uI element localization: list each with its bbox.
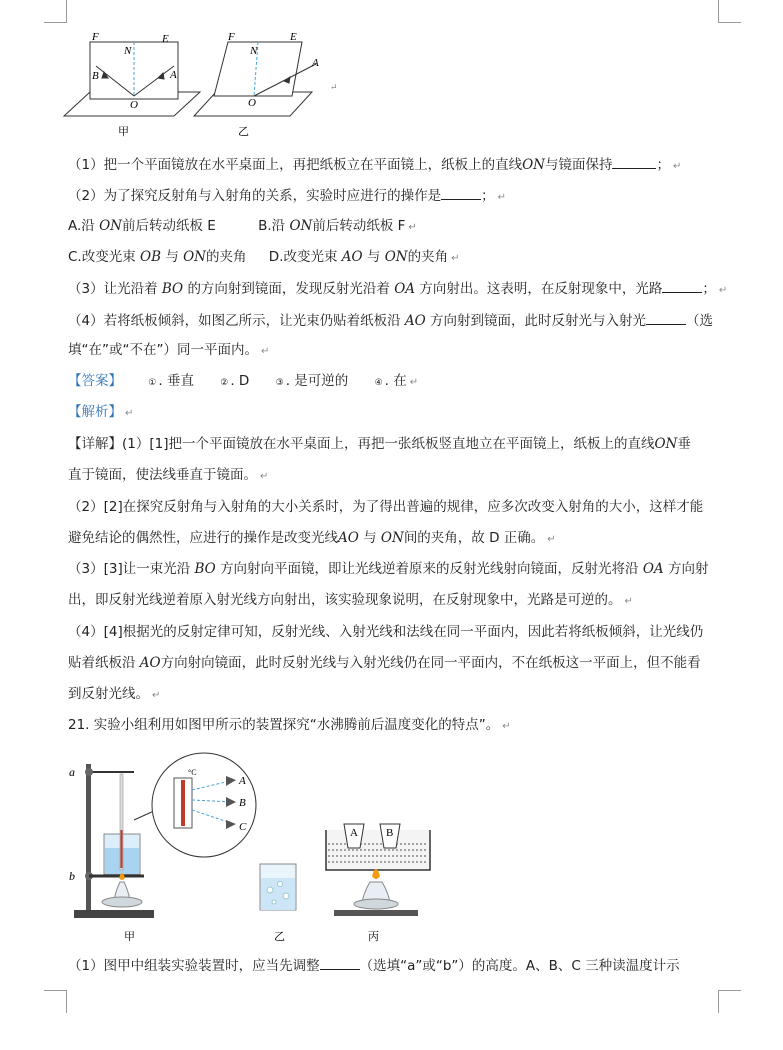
question-4: （4）若将纸板倾斜，如图乙所示，让光束仍贴着纸板沿 AO 方向射到镜面，此时反射光与入射光 （选 [68, 310, 728, 331]
jia-B: B [92, 70, 99, 82]
option-b: B.沿 ON前后转动纸板 F [258, 218, 406, 234]
question-3: （3）让光沿着 BO 的方向射到镜面，发现反射光沿着 OA 方向射出。这表明，在反射现象中，光路 ； ↵ [68, 278, 728, 301]
jia-O: O [130, 99, 138, 111]
detail-1: 【详解】(1）[1]把一个平面镜放在水平桌面上，再把一张纸板竖直地立在平面镜上，纸板上的直线ON垂 [68, 436, 691, 452]
options-ab: A.沿 ON前后转动纸板 E B.沿 ON前后转动纸板 F ↵ [68, 218, 417, 234]
answer-blank [646, 310, 686, 325]
detail-4: （4）[4]根据光的反射定律可知，反射光线、入射光线和法线在同一平面内，因此若将纸板倾斜，让光线仍 [68, 624, 704, 640]
jia-A: A [170, 69, 177, 81]
crop-mark-bottom-right [718, 990, 741, 1013]
analysis-label-row: 【解析】 ↵ [68, 404, 134, 420]
yi-A: A [312, 57, 319, 69]
question-21: 21. 实验小组利用如图甲所示的装置探究“水沸腾前后温度变化的特点”。 ↵ [68, 717, 511, 733]
figure-jia-stand [74, 764, 154, 918]
box-label-A: A [350, 827, 358, 839]
yi-N: N [250, 45, 258, 57]
yi-O: O [248, 97, 256, 109]
crop-mark-top-right [718, 0, 741, 23]
jia-F: F [92, 31, 99, 43]
answer-3: ③ . 是可逆的 [275, 373, 349, 389]
caption-yi: 乙 [274, 931, 285, 943]
answer-label: 【答案】 [68, 373, 122, 389]
question-1: （1）把一个平面镜放在水平桌面上，再把纸板立在平面镜上，纸板上的直线ON与镜面保持 ； ↵ [68, 154, 728, 177]
option-c: C.改变光束 OB 与 ON的夹角 [68, 249, 247, 265]
reflection-figure [60, 24, 360, 144]
yi-E: E [290, 31, 297, 43]
answer-2: ② . D [220, 373, 250, 389]
figure-yi-beaker [260, 864, 296, 910]
yi-F: F [228, 31, 235, 43]
crop-mark-bottom-left [44, 990, 67, 1013]
label-C: C [239, 821, 247, 833]
question-21-1: （1）图甲中组装实验装置时，应当先调整 （选填“a”或“b”）的高度。A、B、C 三种读温度计示 [68, 955, 728, 976]
detail-1-line-2: 直于镜面，使法线垂直于镜面。 ↵ [68, 467, 269, 483]
caption-bing: 丙 [368, 931, 379, 943]
box-label-B: B [386, 827, 394, 839]
option-d: D.改变光束 AO 与 ON的夹角 [268, 249, 449, 265]
answer-4: ④ . 在 [374, 373, 407, 389]
options-cd: C.改变光束 OB 与 ON的夹角 D.改变光束 AO 与 ON的夹角 ↵ [68, 249, 460, 265]
detail-4-line-3: 到反射光线。 ↵ [68, 686, 161, 702]
answer-blank [441, 185, 481, 200]
answer-blank [612, 154, 656, 169]
unit-celsius: °C [188, 768, 197, 777]
label-B: B [239, 797, 246, 809]
analysis-label: 【解析】 [68, 404, 122, 420]
crop-mark-top-left [44, 0, 67, 23]
question-2: （2）为了探究反射角与入射角的关系，实验时应进行的操作是 ； ↵ [68, 185, 728, 208]
option-a: A.沿 ON前后转动纸板 E [68, 218, 216, 234]
detail-2-line-2: 避免结论的偶然性，应进行的操作是改变光线AO 与 ON间的夹角，故 D 正确。 ↵ [68, 530, 556, 546]
jia-caption: 甲 [118, 126, 129, 138]
figure-bing-setup [326, 824, 430, 916]
fig1-return-mark: ↵ [330, 82, 338, 92]
label-b: b [69, 869, 75, 883]
detail-3: （3）[3]让一束光沿 BO 方向射向平面镜，即让光线逆着原来的反射光线射向镜面，反射光将沿 OA 方向射 [68, 561, 709, 577]
detail-3-line-2: 出，即反射光线逆着原入射光线方向射出，该实验现象说明，在反射现象中，光路是可逆的。 ↵ [68, 592, 633, 608]
yi-caption: 乙 [238, 126, 249, 138]
answer-row: 【答案】 ① . 垂直 ② . D ③ . 是可逆的 ④ . 在 ↵ [68, 373, 419, 389]
jia-E: E [162, 33, 169, 45]
detail-2: （2）[2]在探究反射角与入射角的大小关系时，为了得出普遍的规律，应多次改变入射角的大小，这样才能 [68, 499, 704, 515]
answer-1: ① . 垂直 [148, 373, 194, 389]
boiling-apparatus-figure [64, 750, 454, 950]
question-4-line-2: 填“在”或“不在”）同一平面内。 ↵ [68, 342, 270, 358]
jia-N: N [124, 45, 132, 57]
caption-jia: 甲 [124, 931, 135, 943]
label-a: a [69, 765, 75, 779]
detail-4-line-2: 贴着纸板沿 AO方向射向镜面，此时反射光线与入射光线仍在同一平面内，不在纸板这一平面上，但不能看 [68, 655, 701, 671]
answer-blank [320, 955, 360, 970]
label-A: A [239, 775, 246, 787]
answer-blank [662, 278, 702, 293]
